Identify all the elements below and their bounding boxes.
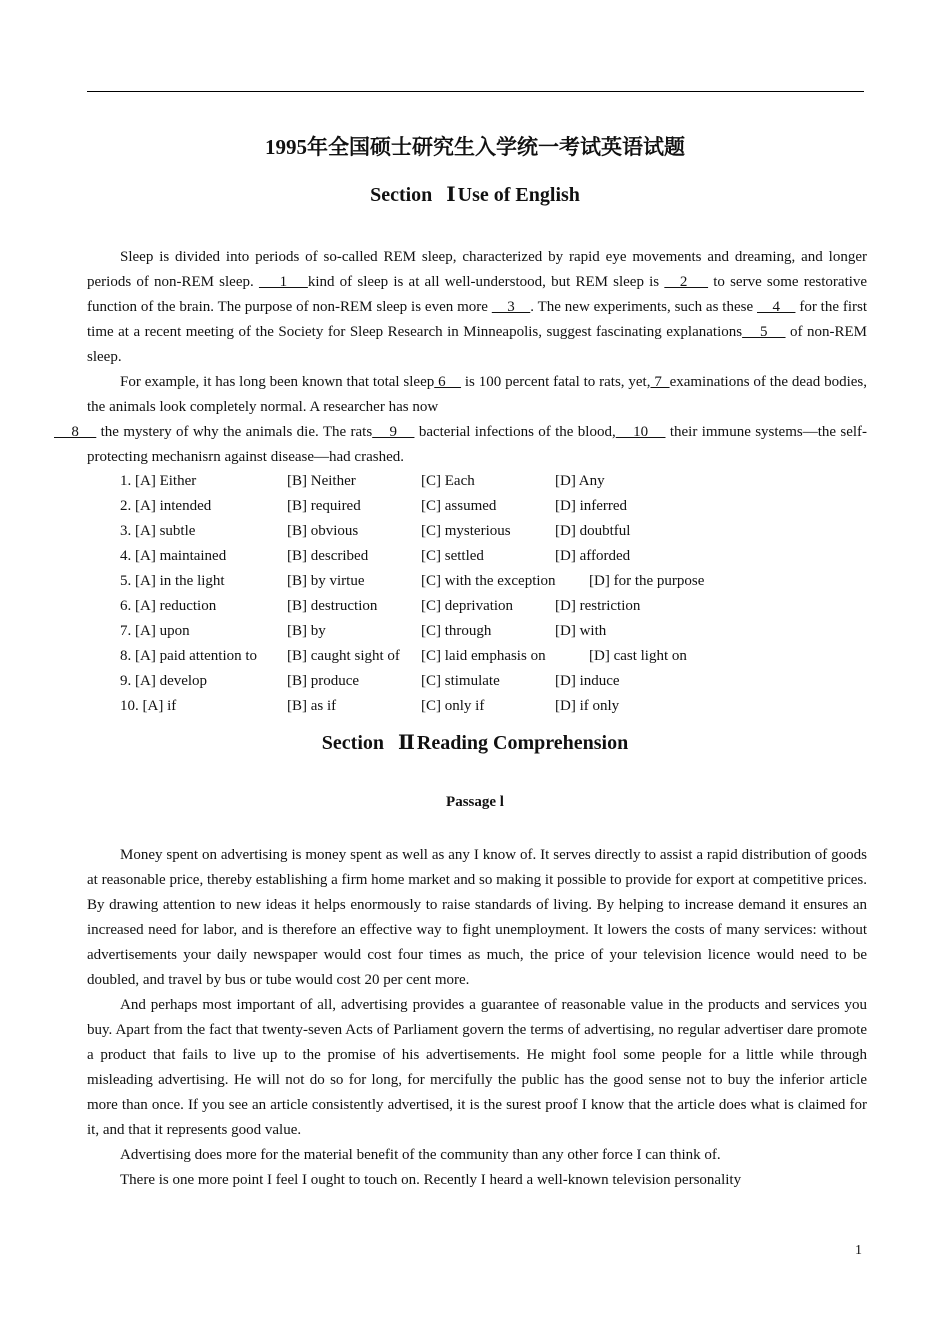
cloze-text: to serve some restorative function of the brain. The purpose of non-REM sleep is even more [87, 274, 868, 315]
option-c: [C] only if [421, 698, 485, 714]
option-row-9 [120, 669, 704, 694]
cloze-passage [54, 245, 868, 470]
option-b: [B] by virtue [287, 573, 365, 589]
blank-1: 1 [258, 274, 308, 290]
option-a: 6. [A] reduction [120, 598, 217, 614]
option-d: [D] if only [555, 698, 620, 714]
cloze-text: Sleep is divided into periods of so-called REM sleep, characterized by rapid eye movements and dreaming, and longer periods of non-REM sleep. [87, 249, 867, 290]
option-c: [C] laid emphasis on [421, 648, 546, 664]
passage-paragraph-1: Money spent on advertising is money spent as well as any I know of. It serves directly to assist a rapid distribution of goods at reasonable price, thereby establishing a firm home market and so making it possible to provide for export at competitive prices. By drawing attention to new ideas it helps enormously to raise standards of living. By helping to increase demand it ensures an increased need for labor, and is therefore an effective way to fight unemployment. It lowers the costs of many services: without advertisements your daily newspaper would cost four times as much, the price of your television licence would need to be doubled, and travel by bus or tube would cost 20 per cent more. [87, 847, 867, 988]
option-a: 9. [A] develop [120, 673, 208, 689]
cloze-text: for the first time at a recent meeting of the Society for Sleep Research in Minneapolis, suggest fascinating explanations [87, 299, 868, 340]
option-d: [D] afforded [555, 548, 631, 564]
option-d: [D] Any [555, 473, 605, 489]
blank-2: 2 [664, 274, 709, 290]
option-a: 4. [A] maintained [120, 548, 227, 564]
section-2-name: Reading Comprehension [416, 732, 629, 754]
section-2-heading [0, 730, 950, 755]
option-b: [B] caught sight of [287, 648, 400, 664]
section-1-word: Section [370, 184, 433, 206]
answer-options [120, 469, 704, 719]
option-b: [B] Neither [287, 473, 356, 489]
option-d: [D] restriction [555, 598, 641, 614]
cloze-text: of non-REM sleep. [87, 324, 868, 365]
option-row-4 [120, 544, 704, 569]
option-row-8 [120, 644, 704, 669]
option-b: [B] described [287, 548, 369, 564]
option-d: [D] cast light on [589, 648, 687, 664]
option-a: 1. [A] Either [120, 473, 197, 489]
option-b: [B] as if [287, 698, 337, 714]
option-a: 3. [A] subtle [120, 523, 196, 539]
blank-3: 3 [491, 299, 531, 315]
section-1-heading [0, 182, 950, 207]
cloze-text: is 100 percent fatal to rats, yet, [464, 374, 651, 390]
option-c: [C] settled [421, 548, 484, 564]
blank-5: 5 [742, 324, 786, 340]
cloze-text: examinations of the dead bodies, the animals look completely normal. A researcher has now [87, 374, 868, 415]
passage-1-text [87, 843, 867, 1193]
option-b: [B] obvious [287, 523, 359, 539]
option-c: [C] Each [421, 473, 475, 489]
section-2-numeral: Ⅱ [398, 732, 415, 754]
option-b: [B] required [287, 498, 361, 514]
option-a: 2. [A] intended [120, 498, 212, 514]
passage-paragraph-4: There is one more point I feel I ought to touch on. Recently I heard a well-known television personality [120, 1172, 742, 1188]
option-b: [B] by [287, 623, 326, 639]
option-row-7 [120, 619, 704, 644]
cloze-text: bacterial infections of the blood, [418, 424, 616, 440]
option-d: [D] inferred [555, 498, 628, 514]
header-rule [87, 91, 864, 92]
option-d: [D] induce [555, 673, 620, 689]
option-row-10 [120, 694, 704, 719]
blank-7: 7 [650, 374, 670, 390]
blank-6: 6 [434, 374, 462, 390]
section-2-word: Section [321, 732, 385, 754]
option-row-6 [120, 594, 704, 619]
option-a: 8. [A] paid attention to [120, 648, 258, 664]
option-row-2 [120, 494, 704, 519]
blank-9: 9 [372, 424, 415, 440]
blank-8: 8 [54, 424, 97, 440]
cloze-text: kind of sleep is at all well-understood, but REM sleep is [307, 274, 660, 290]
section-1-name: Use of English [457, 184, 580, 206]
section-1-numeral: Ⅰ [446, 184, 456, 206]
option-c: [C] with the exception [421, 573, 556, 589]
cloze-text: their immune systems—the self-protecting mechanisrn against disease—had crashed. [87, 424, 868, 465]
option-c: [C] stimulate [421, 673, 500, 689]
passage-title: Passage l [446, 794, 504, 810]
passage-paragraph-2: And perhaps most important of all, advertising provides a guarantee of reasonable value in the products and services you buy. Apart from the fact that twenty-seven Acts of Parliament govern the terms of advertising, no regular advertiser dare promote a product that fails to live up to the promise of his advertisements. He might fool some people for a little while through misleading advertising. He will not do so for long, for mercifully the public has the good sense not to buy the inferior article more than once. If you see an article consistently advertised, it is the surest proof I know that the article does what is claimed for it, and that it represents good value. [87, 997, 867, 1138]
option-d: [D] doubtful [555, 523, 631, 539]
option-row-3 [120, 519, 704, 544]
passage-paragraph-3: Advertising does more for the material benefit of the community than any other force I can think of. [120, 1147, 721, 1163]
option-b: [B] destruction [287, 598, 378, 614]
option-b: [B] produce [287, 673, 360, 689]
cloze-text: . The new experiments, such as these [530, 299, 754, 315]
option-d: [D] with [555, 623, 607, 639]
option-row-5 [120, 569, 704, 594]
option-c: [C] mysterious [421, 523, 511, 539]
option-row-1 [120, 469, 704, 494]
option-c: [C] deprivation [421, 598, 514, 614]
cloze-paragraph-1 [87, 245, 867, 370]
cloze-paragraph-2 [54, 370, 868, 470]
option-a: 5. [A] in the light [120, 573, 225, 589]
page-title: 1995年全国硕士研究生入学统一考试英语试题 [265, 135, 685, 159]
option-a: 10. [A] if [120, 698, 177, 714]
cloze-text: For example, it has long been known that total sleep [120, 374, 435, 390]
cloze-text: the mystery of why the animals die. The rats [100, 424, 373, 440]
option-a: 7. [A] upon [120, 623, 190, 639]
option-c: [C] assumed [421, 498, 497, 514]
page-number: 1 [855, 1243, 862, 1258]
option-c: [C] through [421, 623, 492, 639]
blank-10: 10 [615, 424, 666, 440]
blank-4: 4 [757, 299, 796, 315]
option-d: [D] for the purpose [589, 573, 705, 589]
